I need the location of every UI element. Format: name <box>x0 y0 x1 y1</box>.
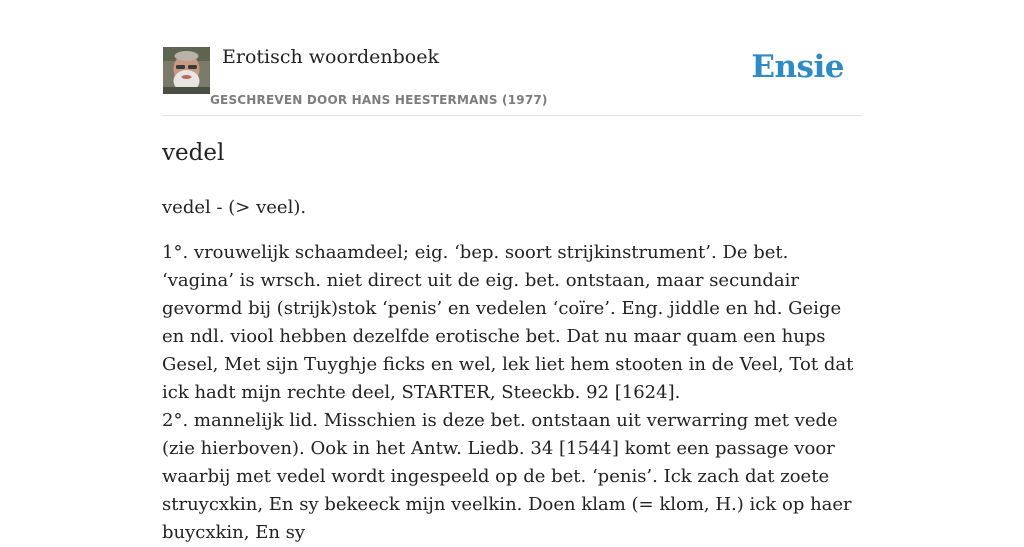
entry-headword-line: vedel - (> veel). <box>162 197 307 218</box>
definition-paragraph-1: 1°. vrouwelijk schaamdeel; eig. ‘bep. soort strijkinstrument’. De bet. ‘vagina’ is wrsch. niet direct uit de eig. bet. ontstaan, maar secundair gevormd bij (strijk)stok ‘penis’ en vedelen ‘coïre’. Eng. jiddle en hd. Geige en ndl. viool hebben dezelfde erotische bet. Dat nu maar quam een hups Gesel, Met sijn Tuyghje ficks en wel, lek liet hem stooten in de Veel, Tot dat ick hadt mijn rechte deel, STARTER, Steeckb. 92 [1624]. <box>162 242 854 403</box>
author-avatar[interactable] <box>163 47 210 94</box>
page-container <box>162 0 862 543</box>
ensie-logo[interactable]: Ensie <box>751 49 844 85</box>
definition-paragraph-2: 2°. mannelijk lid. Misschien is deze bet. ontstaan uit verwarring met vede (zie hierboven). Ook in het Antw. Liedb. 34 [1544] komt een passage voor waarbij met vedel wordt ingespeeld op de bet. ‘penis’. Ick zach dat zoete struycxkin, En sy bekeeck mijn veelkin. Doen klam (= klom, H.) ick op haer buycxkin, En sy <box>162 410 852 543</box>
entry-title: vedel <box>162 140 225 166</box>
author-byline[interactable]: GESCHREVEN DOOR HANS HEESTERMANS (1977) <box>210 93 548 107</box>
author-portrait-icon <box>163 47 210 94</box>
book-header <box>162 0 862 116</box>
entry-definition <box>162 239 862 547</box>
book-title[interactable]: Erotisch woordenboek <box>222 46 439 68</box>
